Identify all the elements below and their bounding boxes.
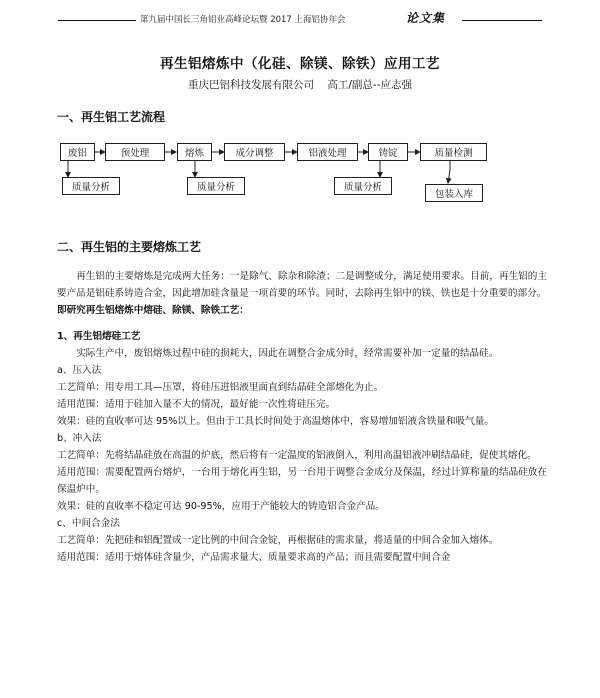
flow-step-smelt: 熔炼: [177, 143, 212, 161]
method-a-title: a、压入法: [57, 365, 102, 376]
flow-step-ingot: 铸锭: [368, 143, 408, 161]
method-c-scope: 适用范围：适用于熔体硅含量少，产品需求量大、质量要求高的产品；而且需要配置中间合金: [57, 552, 451, 563]
flow-step-pretreat: 预处理: [105, 143, 165, 161]
method-b-scope: 适用范围：需要配置两台熔炉，一台用于熔化再生铝，另一台用于调整合金成分及保温，经过计算称量的结晶硅放在保温炉中。: [57, 467, 547, 495]
subsection-1-title: 1、再生铝熔硅工艺: [57, 331, 141, 342]
collection-tag: 论文集: [406, 11, 446, 25]
intro-bold-line: 即研究再生铝熔炼中熔硅、除镁、除铁工艺：: [57, 305, 249, 316]
section-heading-process: 一、再生铝工艺流程: [57, 110, 166, 124]
method-b-craft: 工艺简单：先将结晶硅放在高温的炉底，然后将有一定温度的铝液倒入，利用高温铝液冲刷结晶硅，促使其熔化。: [57, 450, 537, 461]
paper-title: 再生铝熔炼中（化硅、除镁、除铁）应用工艺: [160, 56, 440, 72]
body-content: [57, 268, 547, 566]
method-a-scope: 适用范围：适用于硅加入量不大的情况，最好能一次性将硅压完。: [57, 399, 336, 410]
intro-paragraph: 再生铝的主要熔炼是完成两大任务：一是除气、除杂和除渣；二是调整成分，满足使用要求。目前，再生铝的主要产品是铝硅系铸造合金，因此增加硅含量是一项首要的环节。同时，去除再生铝中的镁、铁也是十分重要的部分。: [57, 271, 547, 299]
flow-analysis-1: 质量分析: [62, 177, 120, 195]
method-b-effect: 效果：硅的直收率不稳定可达 90-95%，应用于产能较大的铸造铝合金产品。: [57, 501, 385, 512]
method-c-craft: 工艺简单：先把硅和铝配置成一定比例的中间合金锭，再根据硅的需求量，将适量的中间合金加入熔体。: [57, 535, 499, 546]
flowchart-connectors: [0, 0, 600, 230]
author-line: 重庆巴铝科技发展有限公司 高工/副总--应志强: [188, 79, 412, 91]
flow-step-composition: 成分调整: [224, 143, 285, 161]
subsection-1-text: 实际生产中，废铝熔炼过程中硅的损耗大，因此在调整合金成分时，经常需要补加一定量的结晶硅。: [76, 348, 499, 359]
flow-step-inspect: 质量检测: [420, 143, 487, 161]
process-flowchart: [0, 0, 600, 230]
running-header: 第九届中国长三角铝业高峰论坛暨 2017 上海铝协年会: [140, 15, 346, 25]
arrow-down-4: [448, 160, 450, 183]
flow-step-melt-treat: 铝液处理: [297, 143, 358, 161]
section-heading-smelting: 二、再生铝的主要熔炼工艺: [57, 240, 202, 254]
method-c-title: c、中间合金法: [57, 518, 120, 529]
method-a-effect: 效果：硅的直收率可达 95%以上。但由于工具长时间处于高温熔体中，容易增加铝液含铁量和吸气量。: [57, 416, 494, 427]
flow-analysis-2: 质量分析: [187, 177, 245, 195]
method-b-title: b、冲入法: [57, 433, 102, 444]
method-a-craft: 工艺简单：用专用工具—压罩，将硅压进铝液里面直到结晶硅全部熔化为止。: [57, 382, 384, 393]
flow-step-scrap: 废铝: [60, 143, 95, 161]
flow-analysis-3: 质量分析: [334, 177, 392, 195]
flow-packaging: 包装入库: [425, 184, 483, 202]
